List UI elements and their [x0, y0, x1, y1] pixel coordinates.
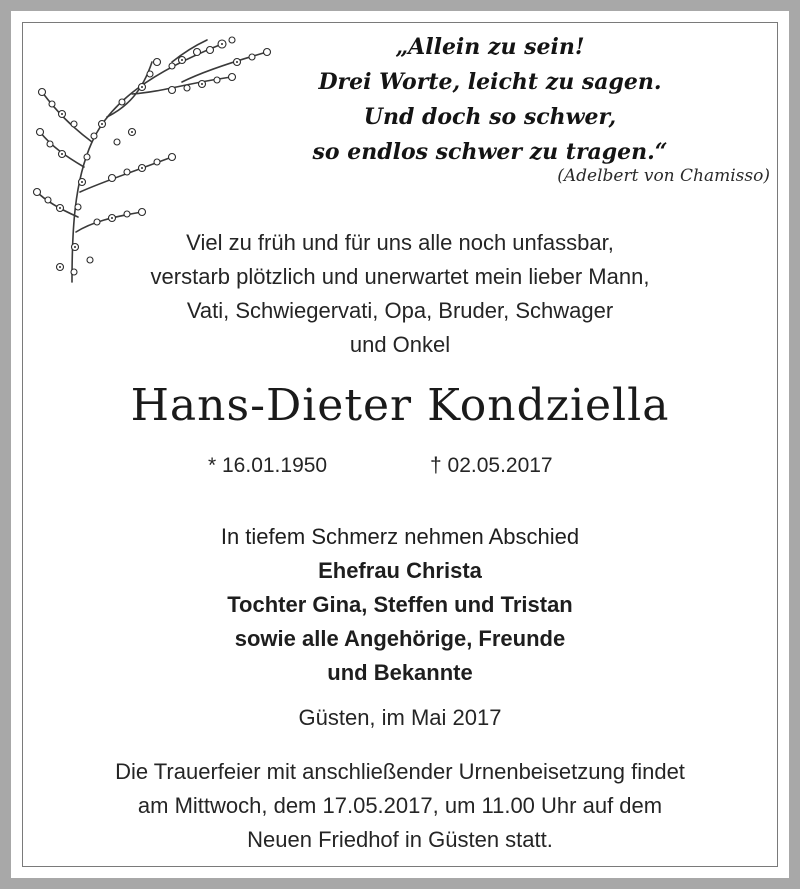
ceremony-line: Neuen Friedhof in Güsten statt. [247, 827, 553, 852]
ceremony-line: am Mittwoch, dem 17.05.2017, um 11.00 Uhr auf dem [137, 793, 663, 818]
mourner-line: Tochter Gina, Steffen und Tristan [227, 592, 573, 617]
mourner-line: und Bekannte [327, 660, 473, 685]
quote-author: (Adelbert von Chamisso) [557, 166, 770, 186]
intro-line: Viel zu früh und für uns alle noch unfassbar, [186, 230, 614, 255]
intro-line: und Onkel [349, 332, 451, 357]
mourners-intro: In tiefem Schmerz nehmen Abschied [220, 524, 580, 549]
quote-line: „Allein zu sein! [395, 34, 585, 60]
funeral-ceremony-info [30, 755, 770, 857]
mourner-line: sowie alle Angehörige, Freunde [234, 626, 566, 651]
death-date: † 02.05.2017 [430, 454, 553, 477]
birth-date: * 16.01.1950 [208, 454, 328, 477]
ceremony-line: Die Trauerfeier mit anschließender Urnenbeisetzung findet [115, 759, 685, 784]
place-and-date: Güsten, im Mai 2017 [298, 705, 502, 730]
deceased-name: Hans-Dieter Kondziella [130, 380, 670, 431]
mourners-block [100, 520, 700, 690]
death-announcement-text [70, 226, 730, 362]
mourner-line: Ehefrau Christa [318, 558, 482, 583]
quote-line: Und doch so schwer, [363, 104, 617, 130]
poem-quote [290, 30, 690, 170]
quote-line: so endlos schwer zu tragen.“ [312, 139, 668, 165]
life-dates [0, 454, 800, 484]
quote-line: Drei Worte, leicht zu sagen. [318, 69, 662, 95]
intro-line: verstarb plötzlich und unerwartet mein lieber Mann, [150, 264, 650, 289]
intro-line: Vati, Schwiegervati, Opa, Bruder, Schwager [186, 298, 614, 323]
